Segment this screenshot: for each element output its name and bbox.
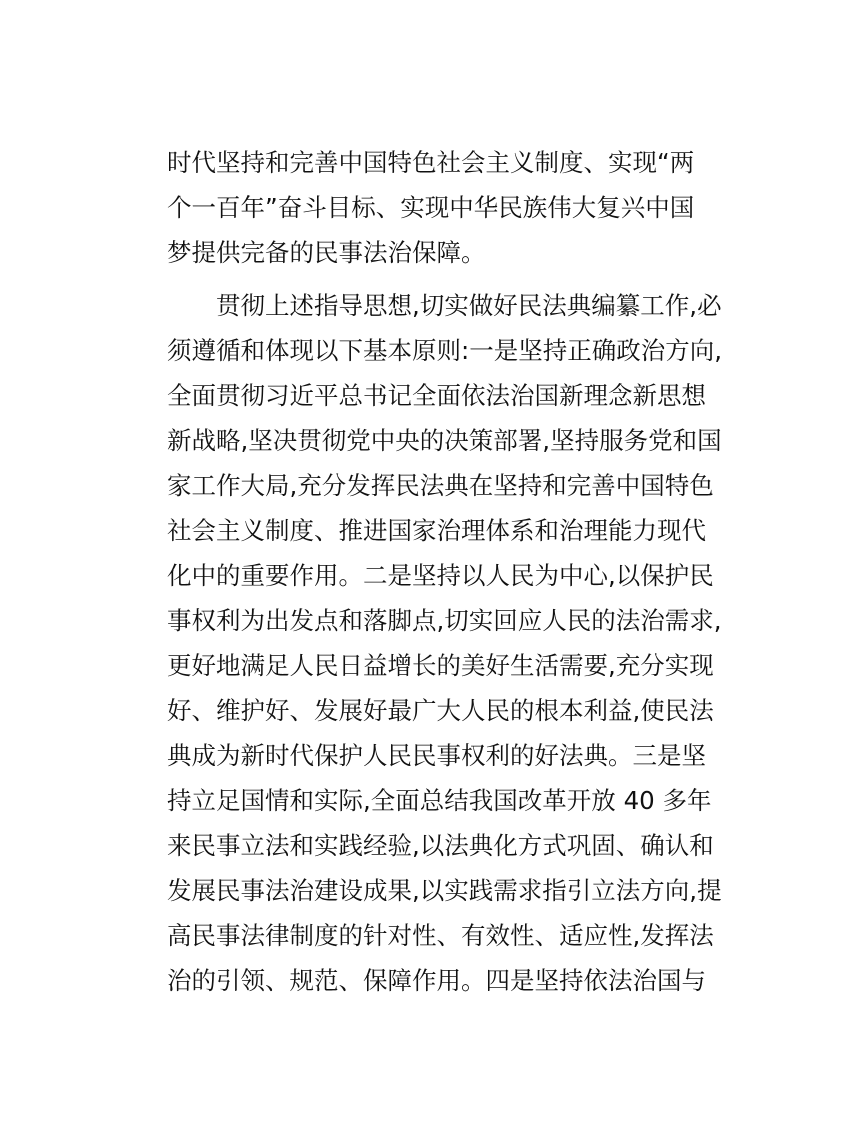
text-line: 梦提供完备的民事法治保障。 xyxy=(167,238,486,267)
text-line: 治的引领、规范、保障作用。四是坚持依法治国与 xyxy=(167,966,706,995)
text-line: 典成为新时代保护人民民事权利的好法典。三是坚 xyxy=(167,741,706,770)
text-line: 全面贯彻习近平总书记全面依法治国新理念新思想 xyxy=(167,381,706,410)
text-line: 持立足国情和实际,全面总结我国改革开放 40 多年 xyxy=(167,786,712,815)
text-line: 高民事法律制度的针对性、有效性、适应性,发挥法 xyxy=(167,921,714,950)
text-line: 须遵循和体现以下基本原则:一是坚持正确政治方向, xyxy=(167,336,723,365)
paragraph-1 xyxy=(167,140,697,275)
text-line: 发展民事法治建设成果,以实践需求指引立法方向,提 xyxy=(167,876,722,905)
text-line: 事权利为出发点和落脚点,切实回应人民的法治需求, xyxy=(167,606,722,635)
document-body xyxy=(167,140,723,1003)
text-line: 社会主义制度、推进国家治理体系和治理能力现代 xyxy=(167,516,706,545)
text-line: 好、维护好、发展好最广大人民的根本利益,使民法 xyxy=(167,696,714,725)
text-line: 化中的重要作用。二是坚持以人民为中心,以保护民 xyxy=(167,561,714,590)
text-line: 贯彻上述指导思想,切实做好民法典编纂工作,必 xyxy=(216,291,722,320)
text-line: 新战略,坚决贯彻党中央的决策部署,坚持服务党和国 xyxy=(167,426,722,455)
text-line: 更好地满足人民日益增长的美好生活需要,充分实现 xyxy=(167,651,714,680)
text-line: 家工作大局,充分发挥民法典在坚持和完善中国特色 xyxy=(167,471,714,500)
text-line: 来民事立法和实践经验,以法典化方式巩固、确认和 xyxy=(167,831,714,860)
text-line: 个一百年”奋斗目标、实现中华民族伟大复兴中国 xyxy=(167,193,695,222)
paragraph-2 xyxy=(167,283,723,1003)
text-line: 时代坚持和完善中国特色社会主义制度、实现“两 xyxy=(167,148,695,177)
